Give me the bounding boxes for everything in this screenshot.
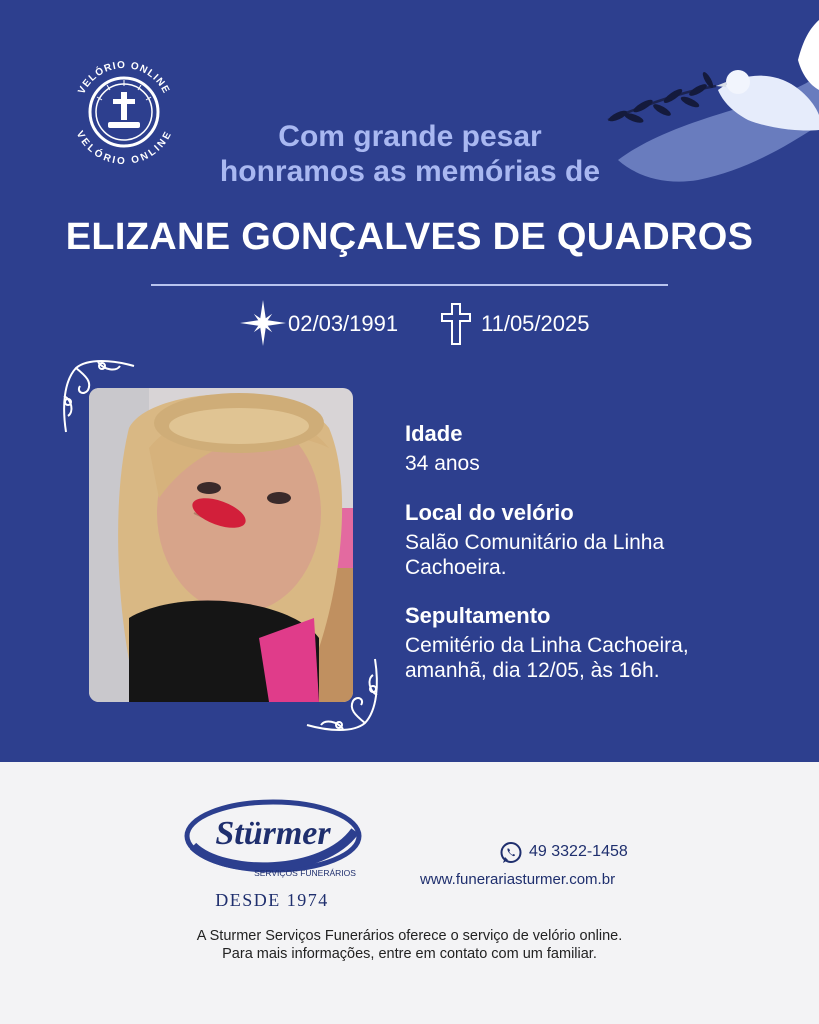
age-value: 34 anos	[405, 452, 480, 475]
brand-tagline: SERVIÇOS FUNERÁRIOS	[254, 868, 356, 878]
star-icon	[240, 300, 286, 346]
burial-label: Sepultamento	[405, 603, 551, 628]
wake-location-label: Local do velório	[405, 500, 574, 525]
tribute-heading-line1: Com grande pesar	[278, 120, 542, 153]
footer-note-line1: A Sturmer Serviços Funerários oferece o serviço de velório online.	[196, 928, 623, 944]
whatsapp-icon	[499, 841, 523, 865]
tribute-heading-line2: honramos as memórias de	[219, 155, 601, 188]
deceased-name: ELIZANE GONÇALVES DE QUADROS	[65, 216, 754, 258]
logo-ring-text-bottom: VELÓRIO ONLINE	[73, 129, 175, 168]
phone-number-link[interactable]: 49 3322-1458	[529, 843, 628, 860]
footer-note-line2: Para mais informações, entre em contato com um familiar.	[222, 946, 597, 962]
birth-date: 02/03/1991	[288, 311, 399, 336]
logo-ring-text-top: VELÓRIO ONLINE	[76, 59, 172, 97]
portrait-photo	[89, 388, 353, 702]
burial-value: Cemitério da Linha Cachoeira, amanhã, dia 12/05, às 16h.	[405, 634, 689, 682]
footer-panel	[0, 762, 819, 1024]
since-year: DESDE 1974	[215, 890, 329, 910]
ornament-icon	[58, 356, 136, 434]
name-divider	[151, 284, 668, 286]
cross-icon	[441, 303, 471, 345]
age-label: Idade	[405, 421, 463, 446]
website-link[interactable]: www.funerariasturmer.com.br	[420, 871, 616, 888]
death-date: 11/05/2025	[481, 311, 590, 336]
wake-location-value: Salão Comunitário da Linha Cachoeira.	[405, 531, 665, 579]
brand-name: Stürmer	[215, 815, 331, 852]
sturmer-brand-logo	[183, 796, 363, 886]
ornament-icon	[305, 657, 383, 735]
